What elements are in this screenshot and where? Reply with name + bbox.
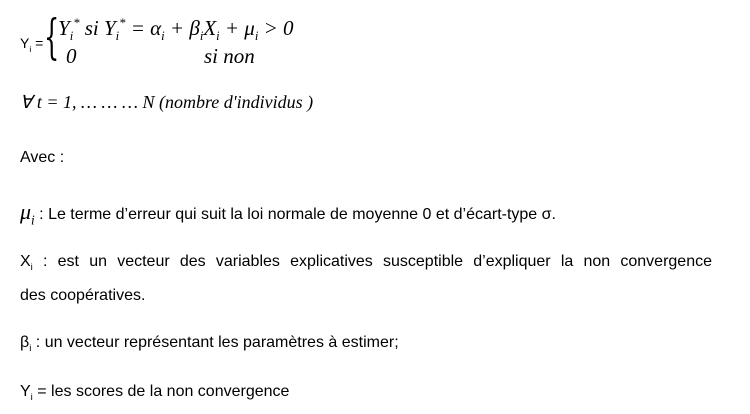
forall-line: ∀ t = 1, … … … N (nombre d'individus ): [20, 92, 314, 112]
beta-label: $\beta_i$: [20, 334, 32, 355]
equation-lhs: $Y_i$ =: [20, 35, 44, 54]
equation-case2-condition: si non: [204, 44, 255, 68]
xi-text-line2: des coopératives.: [20, 287, 146, 304]
y-paragraph: [20, 383, 289, 403]
y-text: = les scores de la non convergence: [37, 383, 290, 400]
mu-text: : Le terme d’erreur qui suit la loi normale de moyenne 0 et d’écart-type σ.: [39, 206, 556, 223]
xi-paragraph: [20, 253, 712, 273]
avec-label: Avec :: [20, 149, 65, 166]
equation-case2-value: 0: [66, 44, 77, 68]
mu-paragraph: [20, 199, 556, 228]
xi-label: $X_i$: [20, 253, 33, 274]
y-label: $Y_i$: [20, 383, 33, 404]
beta-text: : un vecteur représentant les paramètres à estimer;: [35, 334, 399, 351]
mu-symbol: $\mu_i$: [20, 199, 35, 228]
equation-case1: $Y_i^*$ si $Y_i^* = \alpha_i + \beta_iX_i + \mu_i > 0$: [58, 16, 294, 44]
xi-text-line1: : est un vecteur des variables explicatives susceptible d’expliquer la non convergence: [43, 253, 712, 270]
brace: {: [44, 9, 60, 65]
beta-paragraph: [20, 334, 399, 354]
